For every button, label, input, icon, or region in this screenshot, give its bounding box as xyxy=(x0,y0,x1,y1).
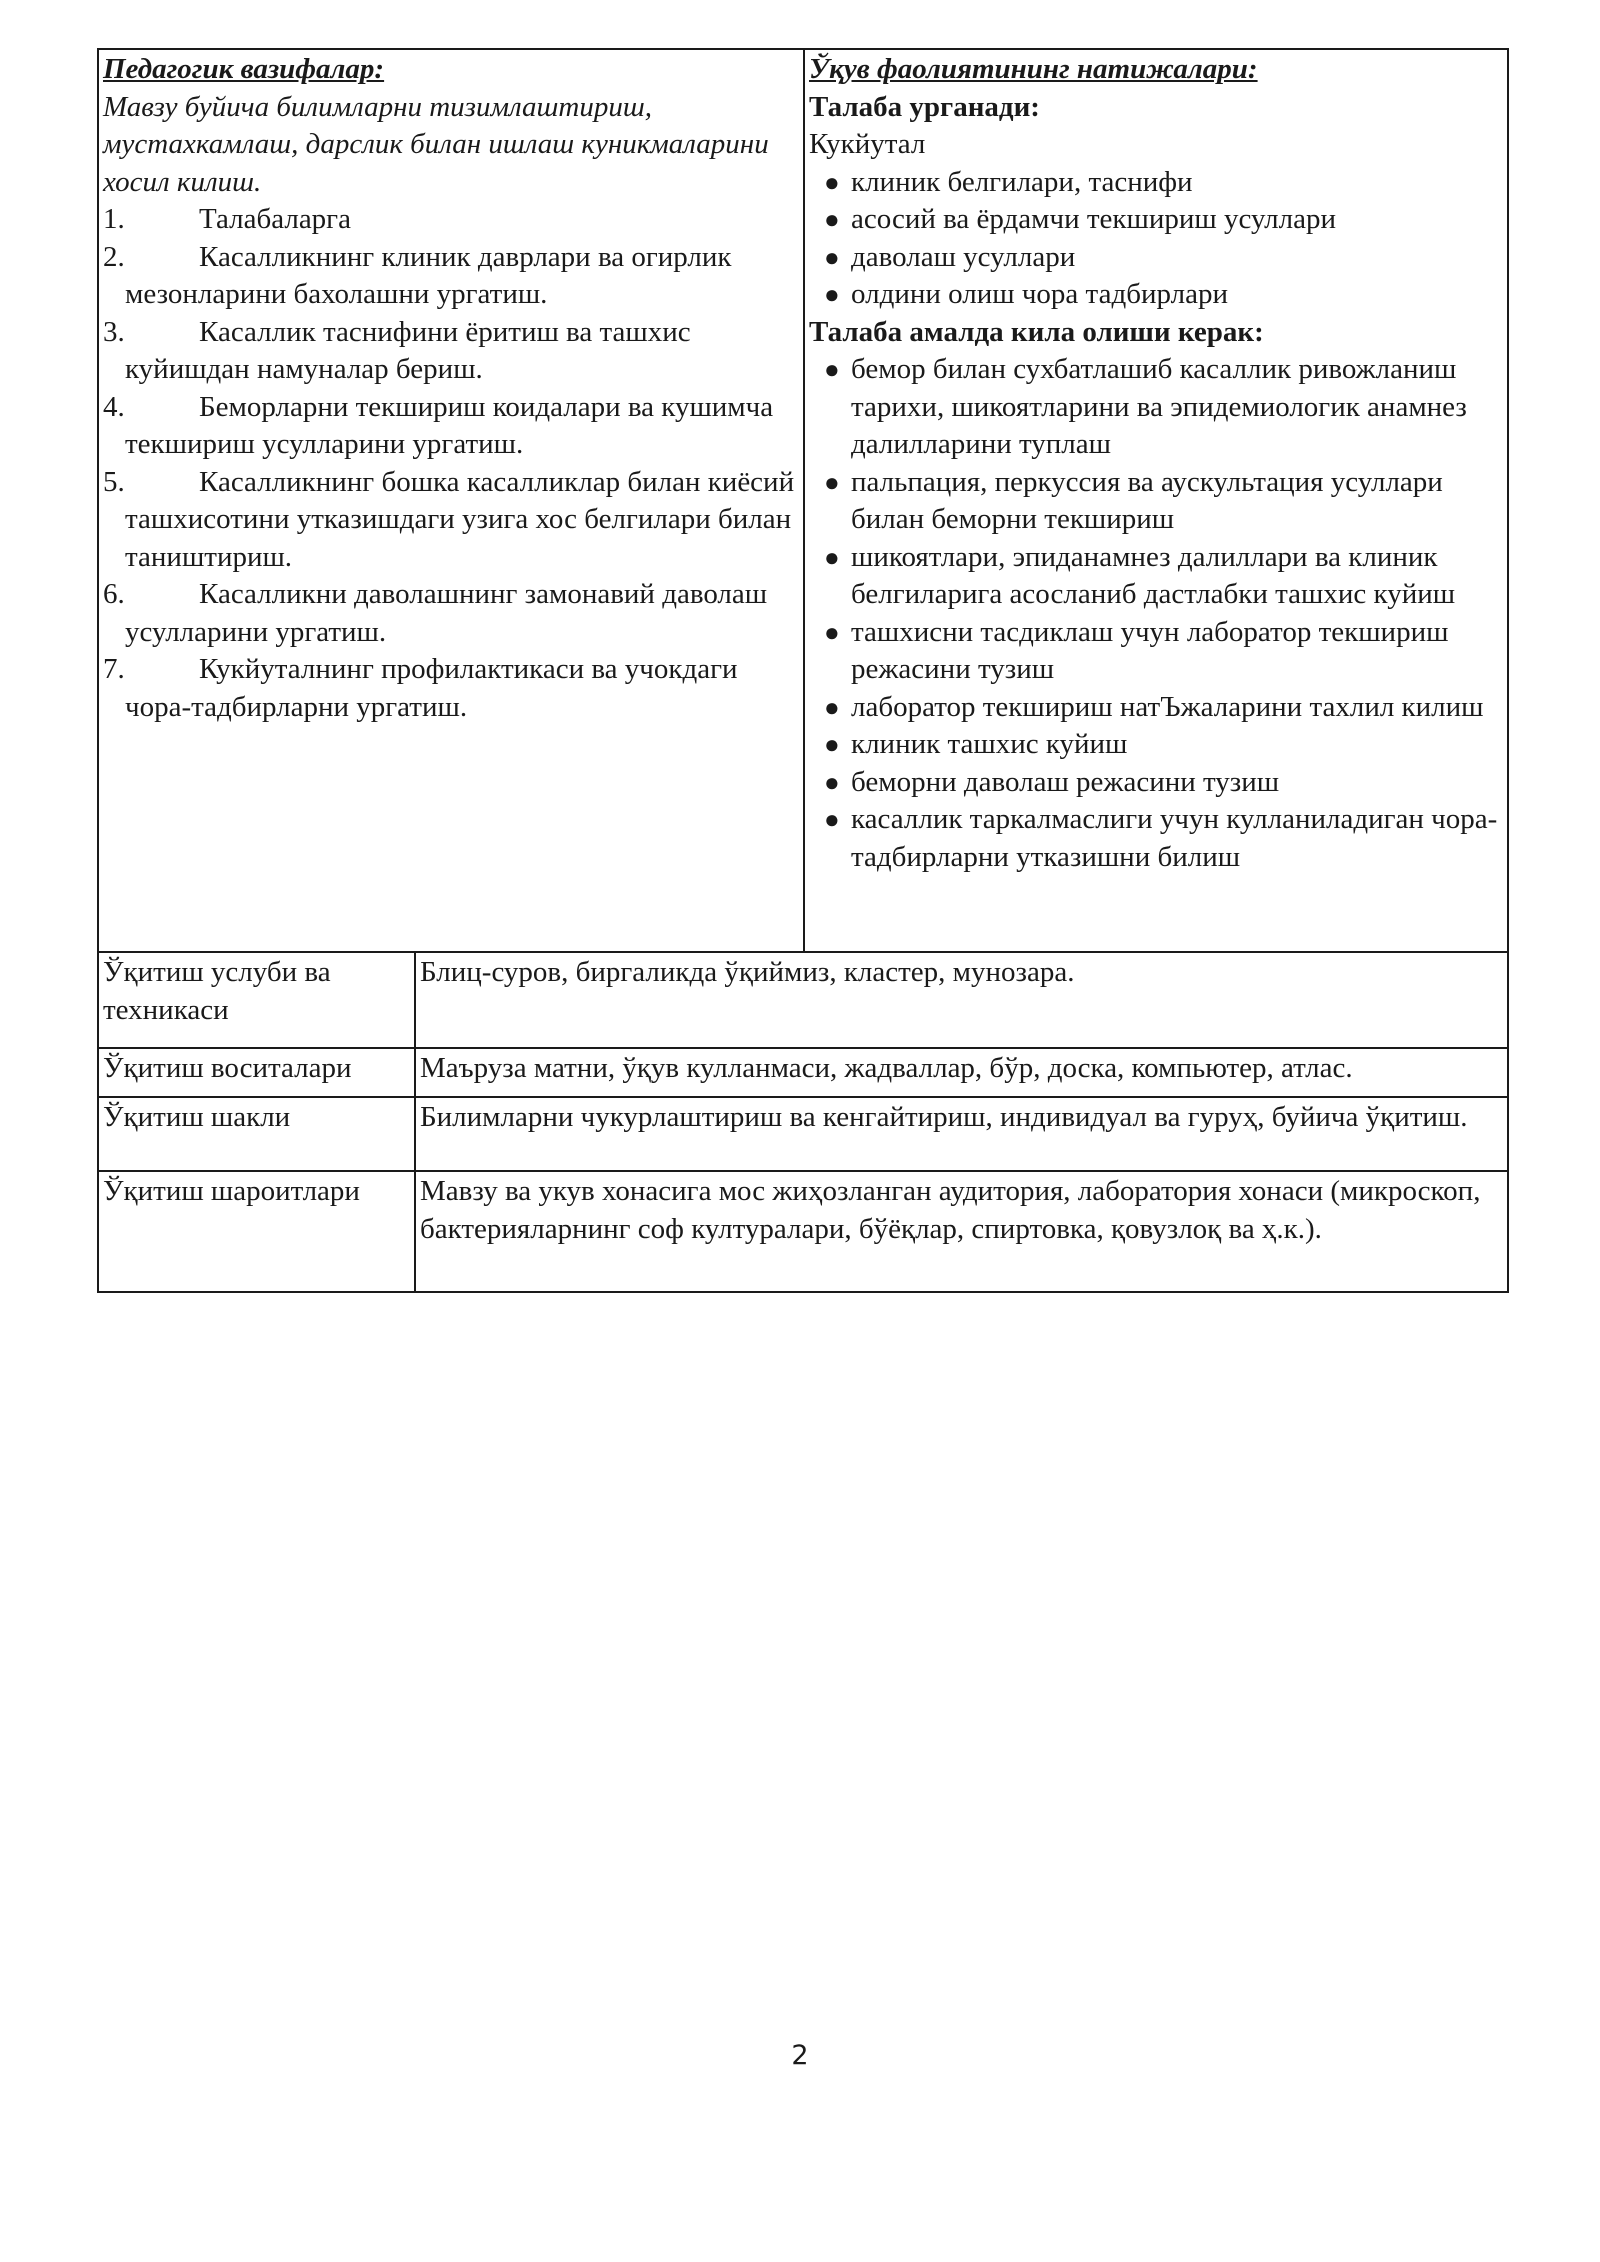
bullet-text: беморни даволаш режасини тузиш xyxy=(851,765,1280,798)
bullet-text: клиник белгилари, таснифи xyxy=(851,165,1193,198)
bullet-item xyxy=(809,764,1503,802)
bullet-text: лаборатор текшириш натЪжаларини тахлил килиш xyxy=(851,690,1484,723)
task-text: Кукйуталнинг профилактикаси ва учокдаги чора-тадбирларни ургатиш. xyxy=(125,653,738,723)
task-text: Беморларни текшириш коидалари ва кушимча текшириш усулларини ургатиш. xyxy=(125,390,774,460)
row-value: Блиц-суров, биргаликда ўқиймиз, кластер, мунозара. xyxy=(415,952,1508,1048)
student-learns-label: Талаба урганади: xyxy=(809,90,1040,123)
task-number: 3. xyxy=(103,315,125,348)
task-text: Касалликни даволашнинг замонавий даволаш усулларини ургатиш. xyxy=(125,578,768,648)
task-text: Касалликнинг бошка касалликлар билан киёсий ташхисотини утказишдаги узига хос белгилари билан таништириш. xyxy=(125,465,795,573)
bullet-icon: ● xyxy=(824,617,840,647)
bullet-icon: ● xyxy=(824,805,840,834)
bullet-item xyxy=(809,464,1503,539)
bullet-item xyxy=(809,276,1503,314)
pedagogical-tasks-cell xyxy=(98,49,804,952)
task-item xyxy=(103,314,799,389)
task-item xyxy=(103,389,799,464)
task-item xyxy=(103,201,799,239)
learning-outcomes-heading: Ўқув фаолиятининг натижалари: xyxy=(809,53,1258,85)
row-label: Ўқитиш воситалари xyxy=(98,1048,415,1097)
pedagogical-tasks-list xyxy=(103,201,799,726)
task-text: Касаллик таснифини ёритиш ва ташхис куйишдан намуналар бериш. xyxy=(125,315,691,385)
bullet-icon: ● xyxy=(824,730,840,759)
bullet-text: ташхисни тасдиклаш учун лаборатор текшириш режасини тузиш xyxy=(851,615,1449,685)
bullet-icon: ● xyxy=(824,242,840,272)
bullet-text: касаллик таркалмаслиги учун кулланиладиган чора-тадбирларни утказишни билиш xyxy=(851,803,1498,873)
row-value: Билимларни чукурлаштириш ва кенгайтириш, индивидуал ва гуруҳ, буйича ўқитиш. xyxy=(415,1097,1508,1171)
bullet-item xyxy=(809,614,1503,689)
bullet-icon: ● xyxy=(824,280,840,309)
task-number: 2. xyxy=(103,240,125,273)
pedagogical-tasks-intro: Мавзу буйича билимларни тизимлаштириш, мустахкамлаш, дарслик билан ишлаш куникмаларини хосил килиш. xyxy=(103,90,769,198)
task-item xyxy=(103,239,799,314)
bullet-icon: ● xyxy=(824,542,840,572)
row-value: Мавзу ва укув хонасига мос жиҳозланган аудитория, лаборатория хонаси (микроскоп, бактерияларнинг соф културалари, бўёқлар, спиртовка, қовузлоқ ва ҳ.к.). xyxy=(415,1171,1508,1292)
task-item xyxy=(103,576,799,651)
bullet-text: шикоятлари, эпиданамнез далиллари ва клиник белгиларига асосланиб дастлабки ташхис куйиш xyxy=(851,540,1456,610)
bullet-item xyxy=(809,351,1503,464)
bullet-icon: ● xyxy=(824,167,840,197)
teaching-conditions-row xyxy=(98,1171,1508,1292)
bullet-icon: ● xyxy=(824,355,840,384)
task-number: 6. xyxy=(103,578,125,610)
student-can-list xyxy=(809,351,1503,876)
teaching-tools-row xyxy=(98,1048,1508,1097)
bullet-item xyxy=(809,201,1503,239)
student-learns-list xyxy=(809,164,1503,314)
task-text: Касалликнинг клиник даврлари ва огирлик мезонларини бахолашни ургатиш. xyxy=(125,240,732,310)
bullet-item xyxy=(809,689,1503,727)
teaching-methods-row xyxy=(98,952,1508,1048)
page-number: 2 xyxy=(791,2040,809,2071)
bullet-icon: ● xyxy=(824,205,840,234)
bullet-icon: ● xyxy=(824,692,840,722)
learning-outcomes-cell xyxy=(804,49,1508,952)
task-number: 7. xyxy=(103,653,125,685)
bullet-icon: ● xyxy=(824,467,840,497)
pedagogical-tasks-heading: Педагогик вазифалар: xyxy=(103,53,385,85)
student-can-label: Талаба амалда кила олиши керак: xyxy=(809,315,1264,348)
lesson-plan-table xyxy=(97,48,1509,1293)
task-item xyxy=(103,651,799,726)
task-number: 1. xyxy=(103,203,125,235)
bullet-item xyxy=(809,539,1503,614)
row-value: Маъруза матни, ўқув кулланмаси, жадваллар, бўр, доска, компьютер, атлас. xyxy=(415,1048,1508,1097)
bullet-icon: ● xyxy=(824,767,840,797)
row-label: Ўқитиш шакли xyxy=(98,1097,415,1171)
bullet-text: олдини олиш чора тадбирлари xyxy=(851,278,1228,310)
task-number: 5. xyxy=(103,465,125,498)
bullet-text: асосий ва ёрдамчи текшириш усуллари xyxy=(851,203,1337,235)
bullet-item xyxy=(809,164,1503,202)
objectives-row xyxy=(98,49,1508,952)
bullet-text: клиник ташхис куйиш xyxy=(851,728,1128,760)
bullet-text: пальпация, перкуссия ва аускультация усуллари билан беморни текшириш xyxy=(851,465,1443,535)
bullet-text: бемор билан сухбатлашиб касаллик ривожланиш тарихи, шикоятларини ва эпидемиологик анамнез далилларини туплаш xyxy=(851,353,1467,460)
row-label: Ўқитиш услуби ва техникаси xyxy=(98,952,415,1048)
disease-name: Кукйутал xyxy=(809,128,926,160)
bullet-item xyxy=(809,726,1503,764)
task-item xyxy=(103,464,799,577)
bullet-item xyxy=(809,239,1503,277)
bullet-item xyxy=(809,801,1503,876)
task-number: 4. xyxy=(103,390,125,423)
task-text: Талабаларга xyxy=(199,203,351,235)
row-label: Ўқитиш шароитлари xyxy=(98,1171,415,1292)
bullet-text: даволаш усуллари xyxy=(851,240,1076,273)
teaching-form-row xyxy=(98,1097,1508,1171)
